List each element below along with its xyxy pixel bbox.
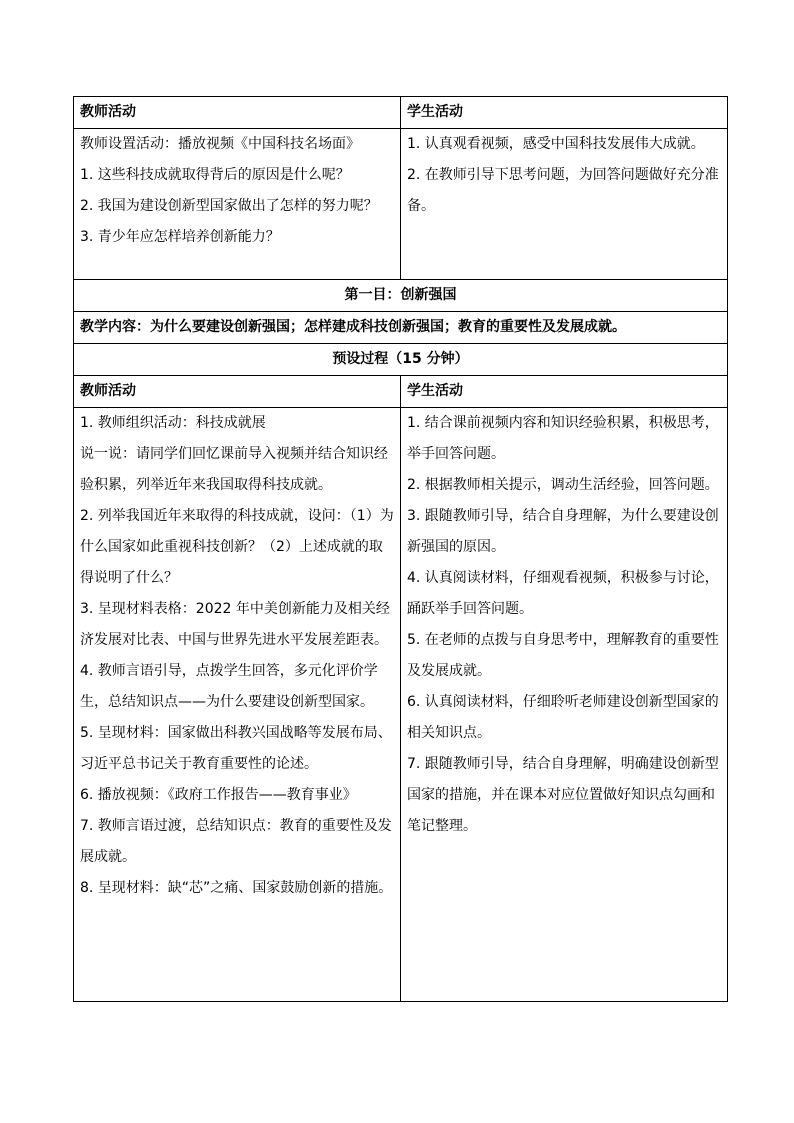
intro-teacher-line: 教师设置活动：播放视频《中国科技名场面》 xyxy=(80,136,360,152)
process-student-line: 1. 结合课前视频内容和知识经验积累，积极思考，举手回答问题。 xyxy=(407,415,719,462)
process-teacher-line: 5. 呈现材料：国家做出科教兴国战略等发展布局、习近平总书记关于教育重要性的论述。 xyxy=(80,725,392,772)
process-student-cell xyxy=(401,408,728,1002)
intro-teacher-line: 3. 青少年应怎样培养创新能力？ xyxy=(80,229,280,245)
process-teacher-line: 7. 教师言语过渡，总结知识点：教育的重要性及发展成就。 xyxy=(80,818,392,865)
process-title: 预设过程（15 分钟） xyxy=(74,344,728,376)
process-teacher-line: 2. 列举我国近年来取得的科技成就，设问：（1）为什么国家如此重视科技创新？（2）上述成就的取得说明了什么？ xyxy=(80,508,394,586)
intro-student-line: 2. 在教师引导下思考问题，为回答问题做好充分准备。 xyxy=(407,167,719,214)
section-title-row xyxy=(74,280,728,312)
process-row xyxy=(74,408,728,1002)
header-teacher-activity: 教师活动 xyxy=(74,97,401,129)
intro-teacher-line: 1. 这些科技成就取得背后的原因是什么呢？ xyxy=(80,167,350,183)
intro-teacher-cell xyxy=(74,129,401,280)
intro-teacher-line: 2. 我国为建设创新型国家做出了怎样的努力呢？ xyxy=(80,198,378,214)
lesson-plan-table xyxy=(73,96,728,1002)
process-student-line: 2. 根据教师相关提示，调动生活经验，回答问题。 xyxy=(407,477,719,493)
process-teacher-line: 4. 教师言语引导，点拨学生回答，多元化评价学生，总结知识点——为什么要建设创新型国家。 xyxy=(80,663,378,710)
header-student-activity: 学生活动 xyxy=(401,97,728,129)
process-student-line: 5. 在老师的点拨与自身思考中，理解教育的重要性及发展成就。 xyxy=(407,632,719,679)
intro-row xyxy=(74,129,728,280)
intro-student-cell xyxy=(401,129,728,280)
header-row-2 xyxy=(74,376,728,408)
process-student-line: 6. 认真阅读材料，仔细聆听老师建设创新型国家的相关知识点。 xyxy=(407,694,719,741)
section-title: 第一目：创新强国 xyxy=(74,280,728,312)
process-teacher-cell xyxy=(74,408,401,1002)
process-title-row xyxy=(74,344,728,376)
process-teacher-line: 3. 呈现材料表格：2022 年中美创新能力及相关经济发展对比表、中国与世界先进水平发展差距表。 xyxy=(80,601,390,648)
process-teacher-line: 6. 播放视频：《政府工作报告——教育事业》 xyxy=(80,787,357,803)
header-row-1 xyxy=(74,97,728,129)
header-student-activity-2: 学生活动 xyxy=(401,376,728,408)
intro-student-line: 1. 认真观看视频，感受中国科技发展伟大成就。 xyxy=(407,136,705,152)
process-teacher-line: 8. 呈现材料：缺“芯”之痛、国家鼓励创新的措施。 xyxy=(80,880,393,896)
teaching-content: 教学内容：为什么要建设创新强国；怎样建成科技创新强国；教育的重要性及发展成就。 xyxy=(74,312,728,344)
process-teacher-line: 说一说：请同学们回忆课前导入视频并结合知识经验积累，列举近年来我国取得科技成就。 xyxy=(80,446,388,493)
process-student-line: 4. 认真阅读材料，仔细观看视频，积极参与讨论，踊跃举手回答问题。 xyxy=(407,570,719,617)
process-student-line: 7. 跟随教师引导，结合自身理解，明确建设创新型国家的措施，并在课本对应位置做好知识点勾画和笔记整理。 xyxy=(407,756,719,834)
process-teacher-line: 1. 教师组织活动：科技成就展 xyxy=(80,415,266,431)
header-teacher-activity-2: 教师活动 xyxy=(74,376,401,408)
content-row xyxy=(74,312,728,344)
process-student-line: 3. 跟随教师引导，结合自身理解，为什么要建设创新强国的原因。 xyxy=(407,508,719,555)
